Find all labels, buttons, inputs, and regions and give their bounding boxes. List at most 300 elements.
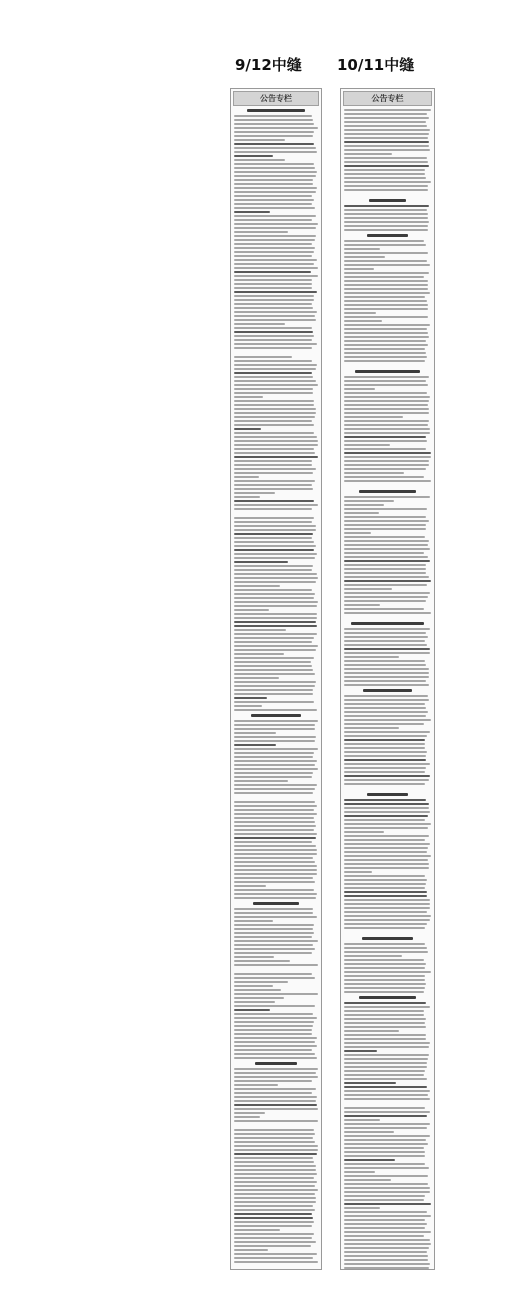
text-line	[344, 1062, 427, 1064]
text-line	[344, 113, 427, 115]
text-line	[234, 428, 261, 430]
text-line	[234, 593, 315, 595]
text-line	[234, 215, 316, 217]
text-line	[234, 263, 314, 265]
notice-heading	[355, 370, 420, 373]
text-line	[234, 613, 317, 615]
text-line	[344, 512, 379, 514]
text-line	[344, 863, 429, 865]
text-line	[344, 304, 428, 306]
text-line	[344, 1098, 430, 1100]
paragraph-gap	[234, 1124, 318, 1127]
text-line	[344, 1070, 425, 1072]
text-line	[344, 432, 430, 434]
text-line	[344, 923, 427, 925]
text-line	[234, 1257, 313, 1259]
text-line	[234, 1205, 313, 1207]
text-line	[344, 408, 429, 410]
text-line	[234, 681, 316, 683]
text-line	[234, 412, 316, 414]
text-line	[344, 520, 429, 522]
text-line	[234, 179, 313, 181]
text-line	[234, 420, 312, 422]
text-line	[234, 364, 317, 366]
text-line	[344, 907, 430, 909]
text-line	[344, 699, 429, 701]
text-line	[344, 332, 428, 334]
notice-heading	[253, 902, 300, 905]
text-line	[234, 1029, 312, 1031]
text-line	[344, 300, 427, 302]
text-line	[344, 316, 428, 318]
text-line	[234, 327, 312, 329]
text-line	[344, 1014, 424, 1016]
text-line	[234, 1021, 314, 1023]
notice-heading	[351, 622, 424, 625]
text-line	[344, 1026, 426, 1028]
text-line	[234, 388, 313, 390]
text-line	[344, 440, 427, 442]
text-line	[344, 1195, 425, 1197]
text-line	[234, 920, 273, 922]
text-line	[344, 145, 429, 147]
text-line	[344, 1171, 375, 1173]
text-line	[234, 985, 273, 987]
text-line	[234, 259, 317, 261]
text-line	[234, 416, 315, 418]
text-line	[234, 343, 317, 345]
text-line	[234, 480, 315, 482]
text-line	[344, 392, 427, 394]
text-line	[344, 723, 424, 725]
text-line	[234, 135, 313, 137]
text-line	[344, 604, 380, 606]
text-line	[234, 633, 317, 635]
text-line	[234, 709, 317, 711]
paragraph-gap	[234, 512, 318, 515]
text-line	[344, 1231, 431, 1233]
text-line	[344, 384, 428, 386]
text-line	[234, 865, 317, 867]
text-line	[234, 609, 269, 611]
text-line	[234, 1169, 316, 1171]
text-line	[234, 956, 274, 958]
text-line	[344, 807, 429, 809]
text-line	[234, 396, 263, 398]
text-line	[234, 601, 318, 603]
text-line	[234, 323, 285, 325]
text-line	[344, 1050, 377, 1052]
text-line	[234, 677, 279, 679]
text-line	[234, 1137, 313, 1139]
text-line	[344, 380, 426, 382]
text-line	[344, 284, 428, 286]
text-line	[344, 1127, 427, 1129]
text-line	[344, 217, 428, 219]
text-line	[234, 372, 312, 374]
text-line	[344, 209, 427, 211]
text-line	[344, 292, 430, 294]
text-line	[344, 827, 428, 829]
text-line	[234, 360, 312, 362]
text-line	[344, 536, 425, 538]
text-line	[234, 740, 315, 742]
text-line	[234, 697, 267, 699]
text-line	[234, 1229, 280, 1231]
text-line	[344, 141, 429, 143]
text-line	[344, 1123, 430, 1125]
text-line	[344, 1215, 431, 1217]
text-line	[344, 1042, 430, 1044]
text-line	[344, 755, 426, 757]
paragraph-gap	[344, 484, 431, 487]
text-line	[234, 525, 316, 527]
text-line	[234, 223, 318, 225]
text-line	[344, 676, 429, 678]
paragraph-gap	[234, 796, 318, 799]
text-line	[344, 572, 426, 574]
text-line	[344, 947, 427, 949]
text-line	[344, 967, 425, 969]
text-line	[344, 592, 430, 594]
text-line	[234, 1120, 318, 1122]
text-line	[234, 993, 318, 995]
text-line	[344, 1183, 428, 1185]
text-line	[344, 213, 428, 215]
text-line	[344, 660, 425, 662]
text-line	[234, 1076, 318, 1078]
text-line	[344, 1107, 425, 1109]
text-line	[344, 552, 424, 554]
text-line	[234, 444, 318, 446]
text-line	[234, 139, 285, 141]
text-line	[234, 131, 314, 133]
text-line	[344, 268, 374, 270]
text-line	[234, 287, 312, 289]
text-line	[234, 448, 314, 450]
text-line	[344, 504, 384, 506]
text-line	[234, 1088, 316, 1090]
text-line	[344, 312, 376, 314]
text-line	[234, 837, 316, 839]
text-line	[234, 1129, 314, 1131]
text-line	[344, 460, 429, 462]
text-line	[234, 861, 315, 863]
text-line	[234, 239, 315, 241]
text-line	[234, 533, 313, 535]
text-line	[234, 545, 316, 547]
paragraph-gap	[344, 787, 431, 790]
text-line	[234, 964, 318, 966]
text-line	[234, 1181, 317, 1183]
text-line	[234, 605, 317, 607]
text-line	[234, 1241, 316, 1243]
text-line	[234, 813, 317, 815]
notice-heading	[367, 793, 407, 796]
text-line	[344, 847, 428, 849]
text-line	[234, 275, 318, 277]
text-line	[344, 684, 429, 686]
text-line	[344, 895, 427, 897]
text-line	[234, 881, 315, 883]
text-line	[234, 203, 312, 205]
text-line	[344, 1046, 429, 1048]
text-line	[344, 835, 429, 837]
text-line	[344, 843, 430, 845]
text-line	[344, 524, 426, 526]
text-line	[234, 936, 312, 938]
text-line	[344, 1259, 428, 1261]
text-line	[234, 404, 314, 406]
text-line	[234, 1193, 315, 1195]
text-line	[344, 963, 426, 965]
text-line	[344, 987, 425, 989]
text-line	[234, 331, 313, 333]
text-line	[344, 272, 429, 274]
text-line	[234, 283, 312, 285]
text-line	[234, 565, 313, 567]
notice-heading	[367, 234, 408, 237]
text-line	[344, 1207, 380, 1209]
text-line	[344, 875, 425, 877]
text-line	[344, 811, 430, 813]
text-line	[234, 384, 318, 386]
text-line	[234, 768, 318, 770]
text-line	[344, 1243, 431, 1245]
text-line	[234, 436, 317, 438]
text-line	[234, 1053, 315, 1055]
text-line	[234, 115, 312, 117]
text-line	[344, 109, 431, 111]
text-line	[234, 1249, 268, 1251]
text-line	[344, 276, 424, 278]
text-line	[344, 1086, 427, 1088]
text-line	[234, 1185, 315, 1187]
text-line	[344, 735, 427, 737]
text-line	[344, 1002, 426, 1004]
text-line	[344, 1159, 395, 1161]
text-line	[344, 308, 428, 310]
text-line	[234, 752, 314, 754]
text-line	[344, 412, 429, 414]
text-line	[344, 648, 430, 650]
text-line	[344, 1267, 429, 1269]
text-line	[234, 319, 316, 321]
paragraph-gap	[344, 1102, 431, 1105]
text-line	[234, 1033, 312, 1035]
text-line	[234, 1237, 312, 1239]
text-line	[234, 997, 284, 999]
text-line	[234, 857, 313, 859]
text-line	[234, 1245, 311, 1247]
text-line	[344, 1131, 394, 1133]
text-line	[234, 581, 316, 583]
text-line	[234, 1045, 317, 1047]
text-line	[234, 1173, 317, 1175]
text-line	[344, 540, 429, 542]
text-line	[344, 739, 425, 741]
text-line	[234, 665, 312, 667]
text-line	[234, 500, 314, 502]
text-line	[344, 983, 426, 985]
text-line	[344, 1263, 430, 1265]
text-line	[234, 191, 316, 193]
text-line	[234, 1092, 312, 1094]
text-line	[344, 376, 429, 378]
text-line	[234, 617, 317, 619]
text-line	[344, 1239, 430, 1241]
text-line	[344, 500, 394, 502]
text-line	[344, 628, 430, 630]
text-line	[234, 589, 312, 591]
text-line	[234, 376, 313, 378]
text-line	[344, 640, 425, 642]
paragraph-gap	[344, 193, 431, 196]
text-line	[234, 456, 318, 458]
text-line	[344, 173, 425, 175]
text-line	[234, 724, 315, 726]
text-line	[234, 764, 315, 766]
text-line	[234, 657, 314, 659]
text-line	[234, 629, 286, 631]
text-line	[344, 1247, 429, 1249]
text-line	[234, 685, 315, 687]
text-line	[344, 388, 375, 390]
text-line	[344, 588, 392, 590]
text-line	[234, 940, 318, 942]
text-line	[234, 833, 317, 835]
text-line	[234, 183, 313, 185]
text-line	[344, 448, 426, 450]
text-line	[234, 621, 316, 623]
text-line	[344, 1030, 399, 1032]
text-line	[234, 1017, 317, 1019]
text-line	[344, 719, 431, 721]
text-line	[344, 1151, 425, 1153]
text-line	[234, 944, 313, 946]
text-line	[234, 873, 317, 875]
text-line	[344, 260, 427, 262]
text-line	[344, 891, 427, 893]
text-line	[344, 951, 428, 953]
text-line	[234, 1161, 314, 1163]
text-line	[234, 408, 316, 410]
paragraph-gap	[234, 968, 318, 971]
text-line	[344, 927, 425, 929]
text-line	[344, 544, 428, 546]
paragraph-gap	[344, 931, 431, 934]
text-line	[234, 1112, 265, 1114]
text-line	[344, 428, 430, 430]
text-line	[344, 153, 392, 155]
text-line	[234, 561, 288, 563]
text-line	[234, 207, 315, 209]
text-line	[234, 279, 312, 281]
text-line	[344, 600, 426, 602]
text-line	[234, 356, 292, 358]
text-line	[234, 1213, 312, 1215]
text-line	[344, 1167, 429, 1169]
text-line	[234, 271, 311, 273]
text-line	[234, 468, 316, 470]
text-line	[344, 472, 404, 474]
notice-heading	[247, 109, 305, 112]
text-line	[234, 255, 312, 257]
text-line	[344, 1191, 430, 1193]
text-line	[234, 541, 314, 543]
text-line	[234, 452, 315, 454]
text-line	[234, 1225, 312, 1227]
text-line	[344, 336, 429, 338]
text-line	[344, 225, 428, 227]
text-line	[234, 187, 317, 189]
left-column-header: 公告专栏	[233, 91, 319, 106]
text-line	[344, 731, 430, 733]
text-line	[234, 780, 288, 782]
text-line	[344, 652, 430, 654]
text-line	[344, 344, 428, 346]
text-line	[234, 649, 316, 651]
text-line	[344, 221, 429, 223]
text-line	[344, 556, 428, 558]
text-line	[234, 788, 315, 790]
text-line	[234, 311, 317, 313]
text-line	[344, 320, 382, 322]
text-line	[344, 1074, 424, 1076]
text-line	[234, 335, 314, 337]
text-line	[234, 195, 312, 197]
text-line	[234, 748, 318, 750]
text-line	[344, 205, 429, 207]
text-line	[234, 924, 314, 926]
text-line	[234, 1153, 317, 1155]
text-line	[234, 908, 313, 910]
text-line	[234, 1037, 317, 1039]
text-line	[234, 661, 311, 663]
text-line	[234, 171, 317, 173]
text-line	[234, 669, 313, 671]
text-line	[234, 673, 315, 675]
text-line	[344, 516, 426, 518]
text-line	[344, 1010, 424, 1012]
text-line	[234, 597, 314, 599]
text-line	[344, 656, 399, 658]
text-line	[344, 400, 429, 402]
text-line	[344, 979, 425, 981]
text-line	[344, 129, 430, 131]
text-line	[234, 849, 317, 851]
text-line	[234, 529, 316, 531]
text-line	[234, 1104, 317, 1106]
notice-heading	[362, 937, 413, 940]
text-line	[234, 163, 314, 165]
text-line	[344, 959, 424, 961]
text-line	[344, 839, 425, 841]
text-line	[234, 829, 314, 831]
text-line	[344, 1199, 424, 1201]
text-line	[344, 121, 426, 123]
text-line	[344, 672, 429, 674]
text-line	[344, 1018, 426, 1020]
text-line	[234, 637, 314, 639]
text-line	[234, 151, 317, 153]
text-line	[344, 436, 426, 438]
text-line	[344, 608, 424, 610]
text-line	[234, 424, 314, 426]
text-line	[344, 576, 429, 578]
text-line	[344, 1143, 428, 1145]
right-announcement-column	[340, 88, 435, 1270]
